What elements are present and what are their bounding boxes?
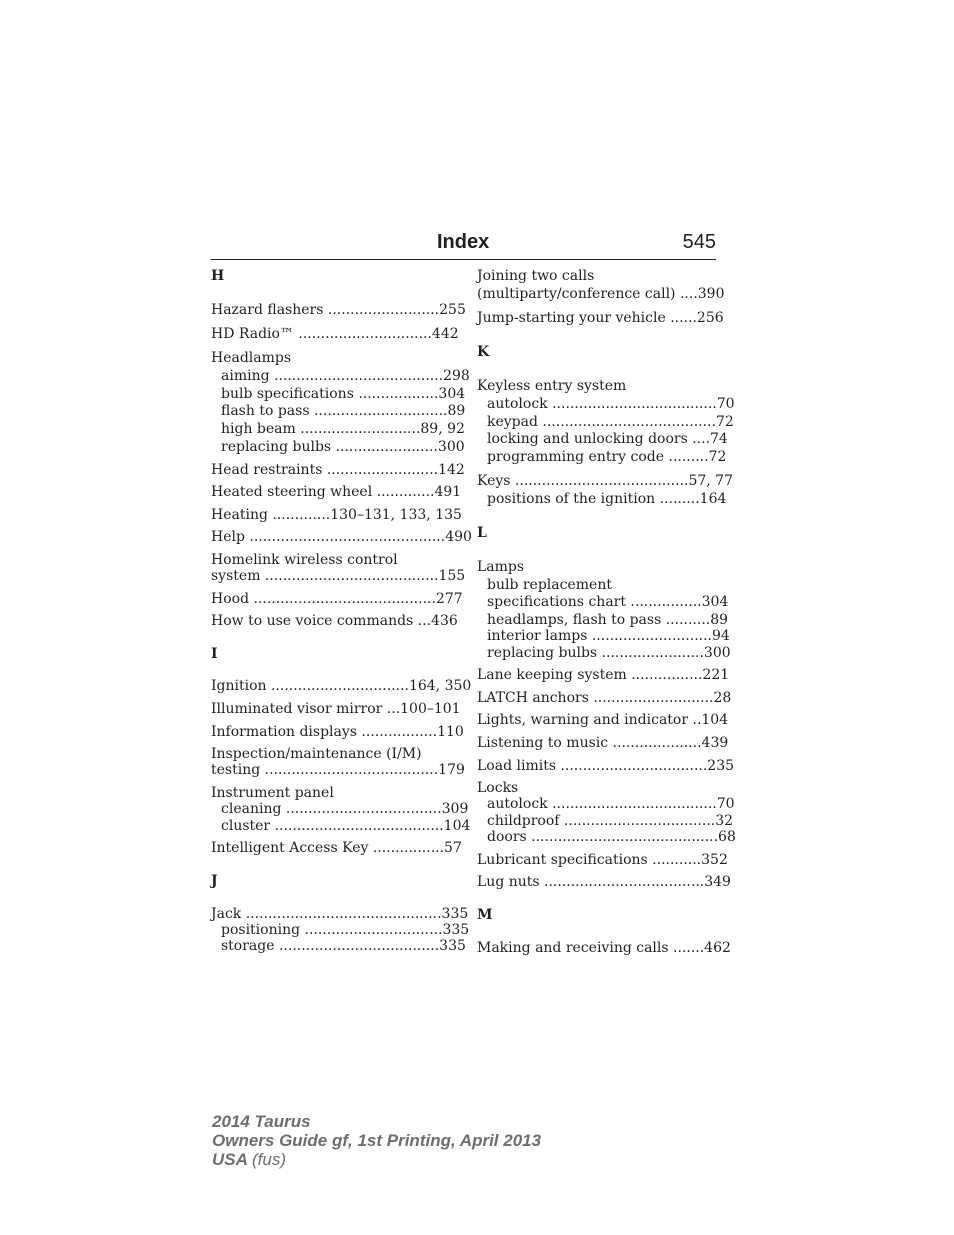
section-letter-h: H <box>211 268 225 284</box>
index-subentry: programming entry code .........72 <box>487 449 727 465</box>
index-entry: Intelligent Access Key ................57 <box>211 840 462 856</box>
index-subentry: childproof ..................................32 <box>487 813 734 829</box>
page-number: 545 <box>682 231 716 253</box>
footer-model: 2014 Taurus <box>212 1112 311 1131</box>
index-entry: Ignition ...............................164, 350 <box>211 678 472 694</box>
index-subentry: flash to pass ..............................89 <box>221 403 466 419</box>
index-entry: Heating .............130–131, 133, 135 <box>211 507 462 523</box>
section-letter-m: M <box>477 907 493 923</box>
index-entry: system .......................................155 <box>211 568 466 584</box>
index-entry: How to use voice commands ...436 <box>211 613 458 629</box>
index-entry: HD Radio™ ..............................442 <box>211 326 459 342</box>
index-entry: Instrument panel <box>211 785 334 801</box>
section-letter-k: K <box>477 344 490 360</box>
index-entry: Lamps <box>477 559 525 575</box>
footer-market-code: (fus) <box>252 1150 286 1169</box>
section-letter-l: L <box>477 525 487 541</box>
index-entry: Lubricant specifications ...........352 <box>477 852 728 868</box>
footer-market <box>212 1150 541 1169</box>
section-letter-j: J <box>211 873 218 889</box>
page-footer <box>212 1112 541 1169</box>
index-entry: Headlamps <box>211 350 292 366</box>
index-entry: Help ............................................490 <box>211 529 472 545</box>
index-subentry: autolock .....................................70 <box>487 796 735 812</box>
index-subentry: autolock .....................................70 <box>487 396 735 412</box>
index-subentry: specifications chart ................304 <box>487 594 729 610</box>
index-subentry: replacing bulbs .......................300 <box>221 439 465 455</box>
index-subentry: replacing bulbs .......................300 <box>487 645 731 661</box>
index-subentry: bulb specifications ..................304 <box>221 386 466 402</box>
index-subentry: aiming ......................................298 <box>221 368 470 384</box>
index-entry: Locks <box>477 780 519 796</box>
index-entry: Homelink wireless control <box>211 552 398 568</box>
index-entry: Jack ............................................335 <box>211 906 469 922</box>
index-entry: Illuminated visor mirror ...100–101 <box>211 701 461 717</box>
index-entry: Lights, warning and indicator ..104 <box>477 712 729 728</box>
page-header <box>211 229 716 260</box>
index-entry: Inspection/maintenance (I/M) <box>211 746 422 762</box>
index-entry: Keyless entry system <box>477 378 627 394</box>
footer-market-name: USA <box>212 1150 248 1169</box>
index-entry: Making and receiving calls .......462 <box>477 940 731 956</box>
index-subentry: storage ....................................335 <box>221 938 466 954</box>
index-entry: Lane keeping system ................221 <box>477 667 730 683</box>
footer-edition: Owners Guide gf, 1st Printing, April 2013 <box>212 1131 542 1150</box>
index-subentry: doors ..........................................68 <box>487 829 736 845</box>
index-subentry: keypad .......................................72 <box>487 414 734 430</box>
index-entry: Keys .......................................57, 77 <box>477 473 733 489</box>
index-subentry: interior lamps ...........................94 <box>487 628 730 644</box>
index-entry: (multiparty/conference call) ....390 <box>477 286 725 302</box>
section-letter-i: I <box>211 646 218 662</box>
index-subentry: bulb replacement <box>487 577 612 593</box>
index-subentry: headlamps, flash to pass ..........89 <box>487 612 729 628</box>
index-entry: Load limits .................................235 <box>477 758 735 774</box>
index-subentry: locking and unlocking doors ....74 <box>487 431 728 447</box>
index-entry: Hood .........................................277 <box>211 591 463 607</box>
index-entry: LATCH anchors ...........................28 <box>477 690 732 706</box>
index-subentry: positions of the ignition .........164 <box>487 491 727 507</box>
index-entry: Heated steering wheel .............491 <box>211 484 462 500</box>
index-subentry: cluster ......................................104 <box>221 818 471 834</box>
index-entry: Information displays .................110 <box>211 724 464 740</box>
page-title: Index <box>437 231 490 253</box>
index-subentry: high beam ...........................89, 92 <box>221 421 465 437</box>
index-entry: testing .......................................179 <box>211 762 465 778</box>
index-entry: Hazard flashers .........................255 <box>211 302 466 318</box>
index-entry: Head restraints .........................142 <box>211 462 465 478</box>
index-entry: Lug nuts ....................................349 <box>477 874 731 890</box>
index-entry: Joining two calls <box>477 268 595 284</box>
index-entry: Listening to music ....................439 <box>477 735 729 751</box>
index-subentry: positioning ...............................335 <box>221 922 470 938</box>
index-subentry: cleaning ...................................309 <box>221 801 469 817</box>
index-entry: Jump-starting your vehicle ......256 <box>477 310 724 326</box>
